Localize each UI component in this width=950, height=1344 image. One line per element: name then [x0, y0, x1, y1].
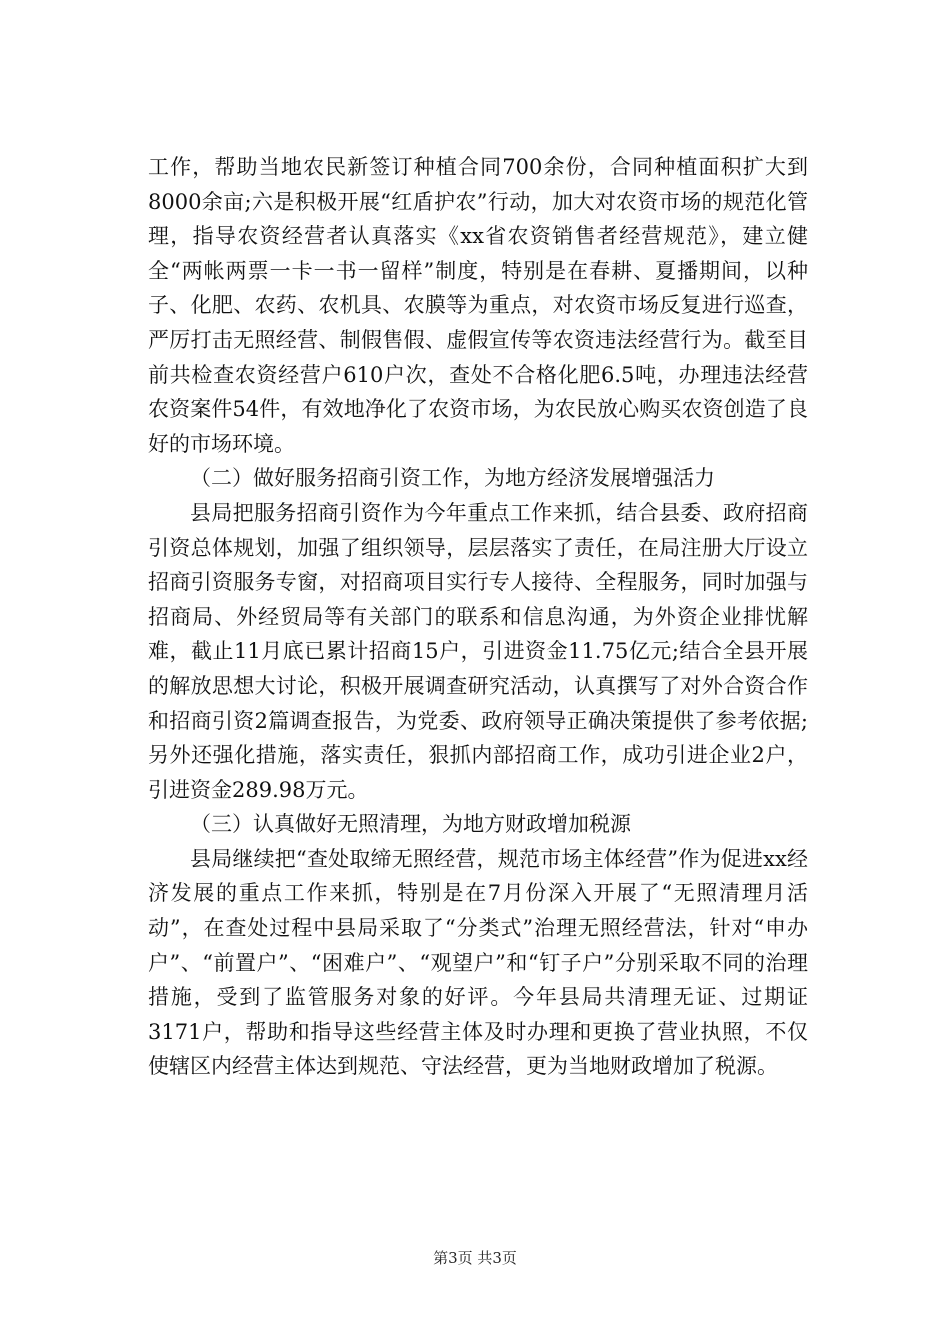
document-body	[148, 150, 808, 1084]
section-heading-2: （二）做好服务招商引资工作，为地方经济发展增强活力	[190, 466, 715, 491]
page-footer: 第3页 共3页	[433, 1249, 517, 1267]
section-heading-3: （三）认真做好无照清理，为地方财政增加税源	[190, 812, 631, 837]
paragraph-investment: 县局把服务招商引资作为今年重点工作来抓，结合县委、政府招商引资总体规划，加强了组织领导，层层落实了责任，在局注册大厅设立招商引资服务专窗，对招商项目实行专人接待、全程服务，同时加强与招商局、外经贸局等有关部门的联系和信息沟通，为外资企业排忧解难，截止11月底已累计招商15户，引进资金11.75亿元;结合全县开展的解放思想大讨论，积极开展调查研究活动，认真撰写了对外合资合作和招商引资2篇调查报告，为党委、政府领导正确决策提供了参考依据;另外还强化措施，落实责任，狠抓内部招商工作，成功引进企业2户，引进资金289.98万元。	[148, 500, 808, 802]
paragraph-unlicensed-cleanup: 县局继续把“查处取缔无照经营，规范市场主体经营”作为促进xx经济发展的重点工作来抓，特别是在7月份深入开展了“无照清理月活动”，在查处过程中县局采取了“分类式”治理无照经营法，针对“申办户”、“前置户”、“困难户”、“观望户”和“钉子户”分别采取不同的治理措施，受到了监管服务对象的好评。今年县局共清理无证、过期证3171户，帮助和指导这些经营主体及时办理和更换了营业执照，不仅使辖区内经营主体达到规范、守法经营，更为当地财政增加了税源。	[148, 846, 808, 1079]
paragraph-continuation: 工作，帮助当地农民新签订种植合同700余份，合同种植面积扩大到8000余亩;六是积极开展“红盾护农”行动，加大对农资市场的规范化管理，指导农资经营者认真落实《xx省农资销售者经营规范》，建立健全“两帐两票一卡一书一留样”制度，特别是在春耕、夏播期间，以种子、化肥、农药、农机具、农膜等为重点，对农资市场反复进行巡查，严厉打击无照经营、制假售假、虚假宣传等农资违法经营行为。截至目前共检查农资经营户610户次，查处不合格化肥6.5吨，办理违法经营农资案件54件，有效地净化了农资市场，为农民放心购买农资创造了良好的市场环境。	[148, 155, 808, 456]
